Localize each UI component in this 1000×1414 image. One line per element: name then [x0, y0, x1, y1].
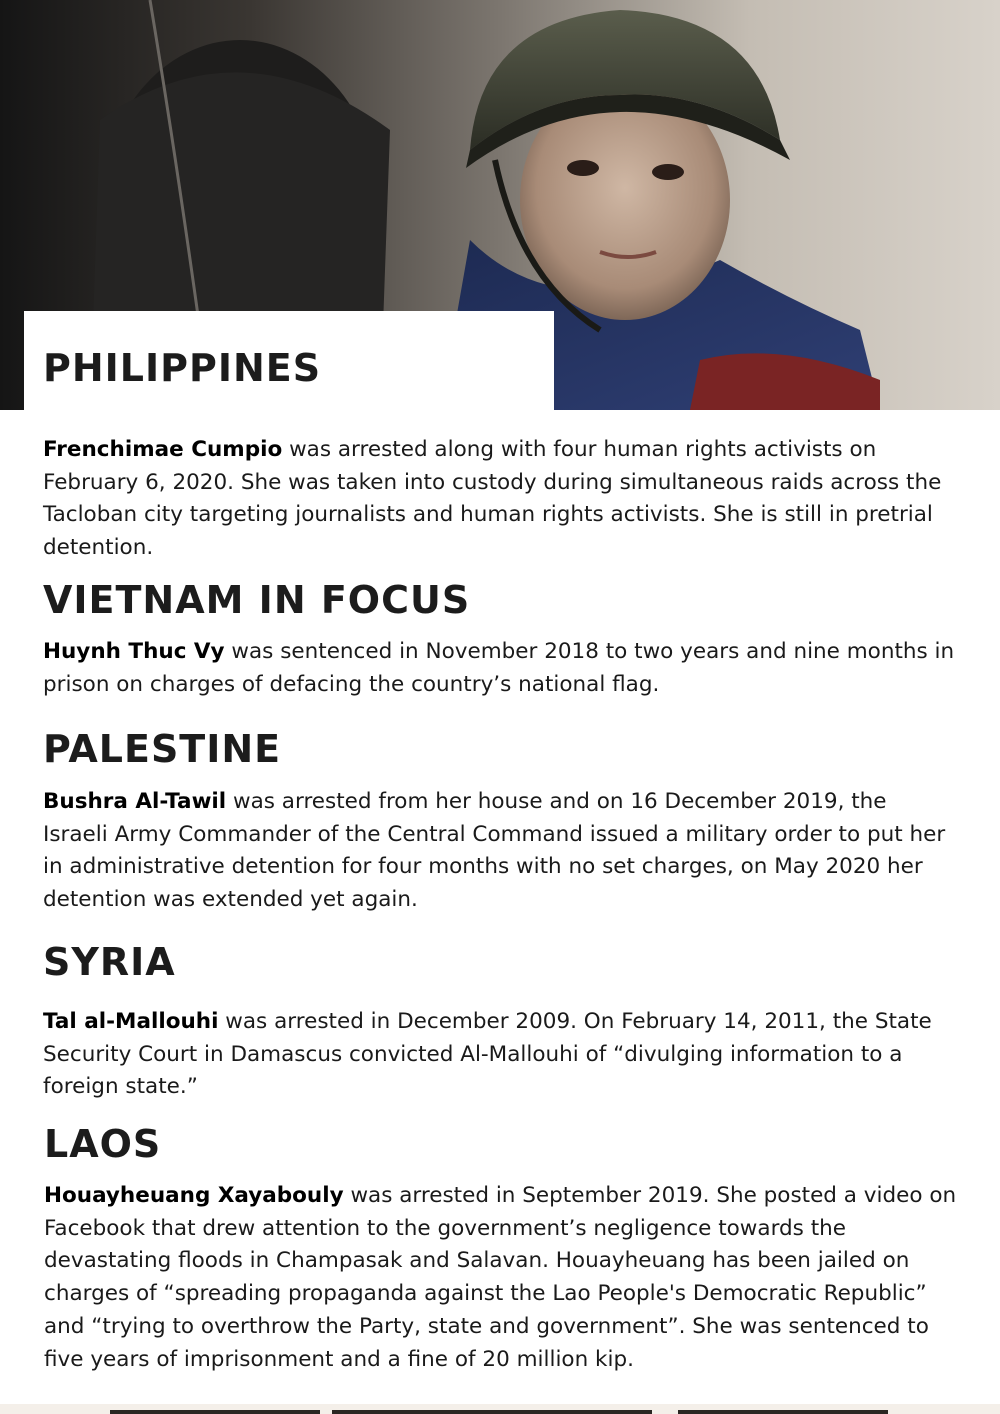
section-text-palestine — [43, 786, 958, 917]
bottom-image-strip — [0, 1404, 1000, 1414]
person-description-syria: was arrested in December 2009. On February 14, 2011, the State Security Court in Damascus convicted Al-Mallouhi of “divulging information to a foreign state.” — [43, 1009, 932, 1100]
section-heading-laos: LAOS — [44, 1122, 162, 1166]
bottom-strip-segment — [678, 1410, 888, 1414]
bottom-strip-segment — [332, 1410, 652, 1414]
section-text-laos — [44, 1180, 959, 1376]
section-heading-philippines: PHILIPPINES — [43, 346, 322, 390]
person-description-palestine: was arrested from her house and on 16 December 2019, the Israeli Army Commander of the Central Command issued a military order to put her in administrative detention for four months with no set charges, on May 2020 her detention was extended yet again. — [43, 789, 946, 913]
person-description-vietnam: was sentenced in November 2018 to two years and nine months in prison on charges of defacing the country’s national flag. — [43, 639, 955, 697]
section-heading-vietnam: VIETNAM IN FOCUS — [43, 578, 471, 622]
person-description-philippines: was arrested along with four human rights activists on February 6, 2020. She was taken into custody during simultaneous raids across the Tacloban city targeting journalists and human rights activists. She is still in pretrial detention. — [43, 437, 942, 561]
section-text-syria — [43, 1006, 958, 1104]
person-name-vietnam: Huynh Thuc Vy — [43, 639, 225, 664]
person-name-laos: Houayheuang Xayabouly — [44, 1183, 344, 1208]
person-name-philippines: Frenchimae Cumpio — [43, 437, 283, 462]
section-heading-palestine: PALESTINE — [43, 727, 282, 771]
section-text-vietnam — [43, 636, 958, 701]
section-heading-syria: SYRIA — [43, 940, 176, 984]
person-description-laos: was arrested in September 2019. She posted a video on Facebook that drew attention to the government’s negligence towards the devastating floods in Champasak and Salavan. Houayheuang has been jailed on charges of “spreading propaganda against the Lao People's Democratic Republic” and “trying to overthrow the Party, state and government”. She was sentenced to five years of imprisonment and a fine of 20 million kip. — [44, 1183, 957, 1372]
person-name-syria: Tal al-Mallouhi — [43, 1009, 219, 1034]
section-text-philippines — [43, 434, 958, 565]
person-name-palestine: Bushra Al-Tawil — [43, 789, 227, 814]
bottom-strip-segment — [110, 1410, 320, 1414]
